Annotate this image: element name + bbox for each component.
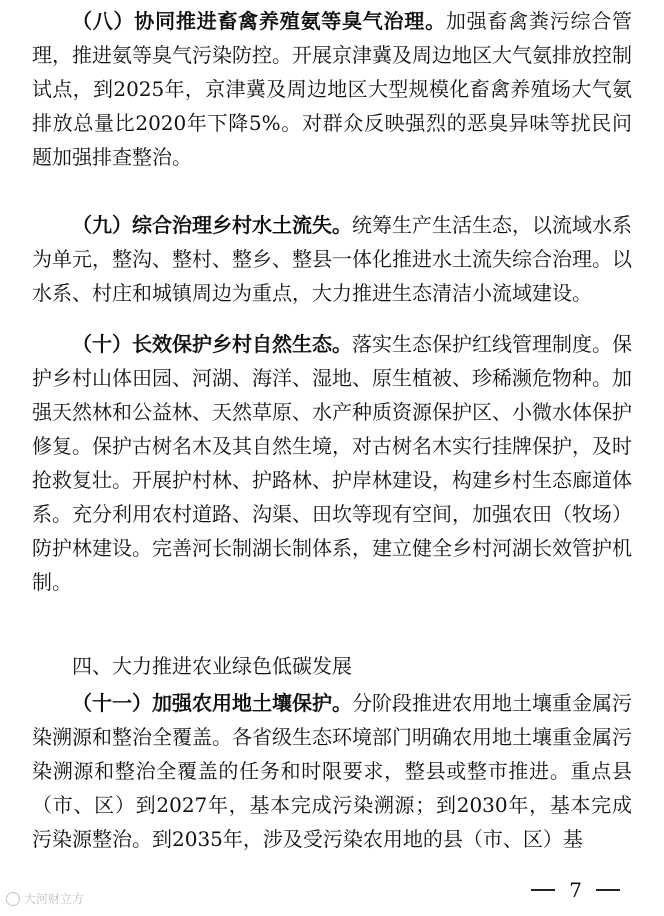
paragraph-9-lead: （九）综合治理乡村水土流失。 [72,213,352,237]
paragraph-8-text: 加强畜禽粪污综合管理，推进氨等臭气污染防控。开展京津冀及周边地区大气氨排放控制试点，到2025年，京津冀及周边地区大型规模化畜禽养殖场大气氨排放总量比2020年下降5%。对群众反映强烈的恶臭异味等扰民问题加强排查整治。 [32,9,633,169]
paragraph-8-lead: （八）协同推进畜禽养殖氨等臭气治理。 [72,9,446,33]
paragraph-11 [32,686,632,856]
page-number [531,878,620,902]
paragraph-10 [32,327,632,599]
paragraph-10-text: 落实生态保护红线管理制度。保护乡村山体田园、河湖、海洋、湿地、原生植被、珍稀濒危物种。加强天然林和公益林、天然草原、水产种质资源保护区、小微水体保护修复。保护古树名木及其自然生境，对古树名木实行挂牌保护，及时抢救复壮。开展护村林、护路林、护岸林建设，构建乡村生态廊道体系。充分利用农村道路、沟渠、田坎等现有空间，加强农田（牧场）防护林建设。完善河长制湖长制体系，建立健全乡村河湖长效管护机制。 [32,332,632,594]
paragraph-9 [32,208,632,310]
watermark-text: 大河财立方 [24,892,85,906]
paragraph-8 [32,4,632,174]
page-dash-left [531,889,555,891]
paragraph-9-text: 统筹生产生活生态，以流域水系为单元，整沟、整村、整乡、整县一体化推进水土流失综合治理。以水系、村庄和城镇周边为重点，大力推进生态清洁小流域建设。 [32,213,632,305]
paragraph-11-text: 分阶段推进农用地土壤重金属污染溯源和整治全覆盖。各省级生态环境部门明确农用地土壤重金属污染溯源和整治全覆盖的任务和时限要求，整县或整市推进。重点县（市、区）到2027年，基本完成污染溯源；到2030年，基本完成污染源整治。到2035年，涉及受污染农用地的县（市、区）基 [32,691,632,851]
page-dash-right [596,889,620,891]
paragraph-11-lead: （十一）加强农用地土壤保护。 [72,691,352,715]
watermark [6,890,84,907]
page-number-value: 7 [569,878,582,902]
watermark-logo-icon [6,892,20,906]
paragraph-10-lead: （十）长效保护乡村自然生态。 [72,332,352,356]
section-heading: 四、大力推进农业绿色低碳发展 [72,654,352,678]
